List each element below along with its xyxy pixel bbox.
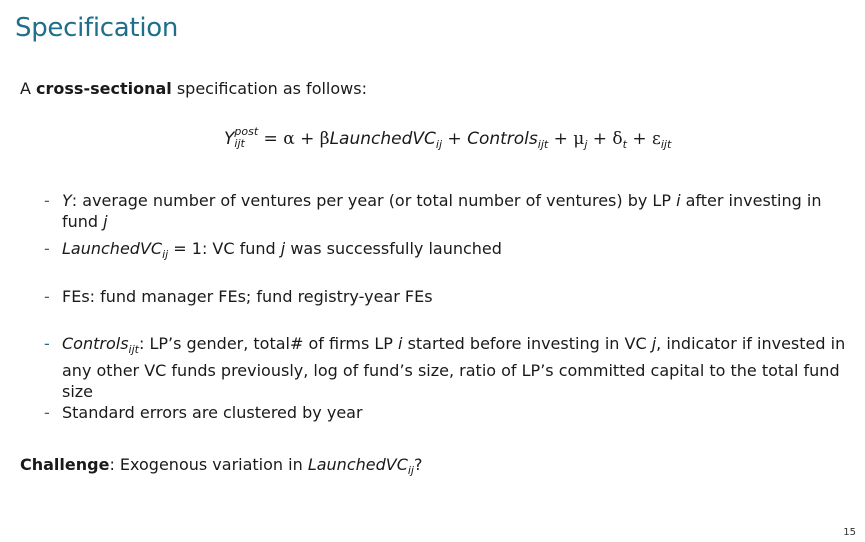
bullet-body-2: after investing in fund: [62, 191, 822, 231]
eq-lhs-sup: post: [234, 125, 259, 138]
eq-term2: Controls: [467, 129, 538, 149]
challenge-line: [20, 455, 423, 477]
eq-plus3: + δ: [587, 129, 623, 149]
bullet-dash: -: [44, 287, 50, 306]
eq-lhs-var: Y: [224, 129, 235, 149]
eq-mu-sub: j: [584, 138, 588, 151]
challenge-end: ?: [414, 455, 423, 474]
eq-alpha-beta: = α + β: [258, 129, 330, 149]
eq-plus4: + ε: [627, 129, 661, 149]
slide-title: Specification: [15, 13, 179, 43]
bullet-i-var: i: [398, 334, 403, 353]
intro-suffix: specification as follows:: [171, 79, 367, 98]
challenge-label: Challenge: [20, 455, 110, 474]
challenge-text: : Exogenous variation in: [109, 455, 308, 474]
regression-equation: [224, 125, 672, 151]
eq-lhs-scripts: [234, 126, 258, 149]
intro-bold: cross-sectional: [36, 79, 172, 98]
bullet-var-sub: ijt: [128, 343, 139, 356]
bullet-text: Standard errors are clustered by year: [62, 403, 363, 422]
bullet-text: FEs: fund manager FEs; fund registry-year FEs: [62, 287, 433, 306]
bullet-var-sub: ij: [162, 248, 169, 261]
bullet-dash: -: [44, 334, 50, 353]
bullet-eq: = 1: VC fund: [168, 239, 281, 258]
bullet-body: was successfully launched: [285, 239, 502, 258]
challenge-var-sub: ij: [407, 464, 414, 477]
eq-term2-sub: ijt: [537, 138, 549, 151]
bullet-var: LaunchedVC: [62, 239, 163, 258]
intro-prefix: A: [20, 79, 37, 98]
bullet-dash: -: [44, 191, 50, 210]
bullet-var: Controls: [62, 334, 129, 353]
eq-eps-sub: ijt: [660, 138, 672, 151]
page-number: 15: [843, 527, 856, 538]
bullet-text: [62, 238, 847, 265]
bullet-j-var: j: [280, 239, 286, 258]
bullet-var: Y: [62, 191, 72, 210]
eq-lhs-sub: ijt: [234, 137, 245, 150]
intro-text: [20, 79, 367, 98]
eq-term1-sub: ij: [435, 138, 443, 151]
bullet-body: : LP’s gender, total# of firms LP: [138, 334, 399, 353]
bullet-j-var: j: [103, 212, 108, 231]
bullet-i-var: i: [676, 191, 681, 210]
eq-plus1: +: [442, 129, 468, 149]
bullet-text: [62, 190, 847, 232]
challenge-var: LaunchedVC: [307, 455, 408, 474]
bullet-body-2: started before investing in VC: [402, 334, 652, 353]
eq-term1: LaunchedVC: [329, 129, 436, 149]
eq-delta-sub: t: [622, 138, 627, 151]
bullet-dash: -: [44, 403, 50, 422]
bullet-body: : average number of ventures per year (or total number of ventures) by LP: [71, 191, 677, 210]
bullet-text: [62, 333, 847, 402]
bullet-body-3: , indicator if invested in any other VC funds previously, log of fund’s size, ratio of LP’s committed capital to the total fund size: [62, 334, 846, 401]
bullet-j-var: j: [651, 334, 657, 353]
bullet-dash: -: [44, 239, 50, 258]
eq-plus2: + μ: [548, 129, 585, 149]
